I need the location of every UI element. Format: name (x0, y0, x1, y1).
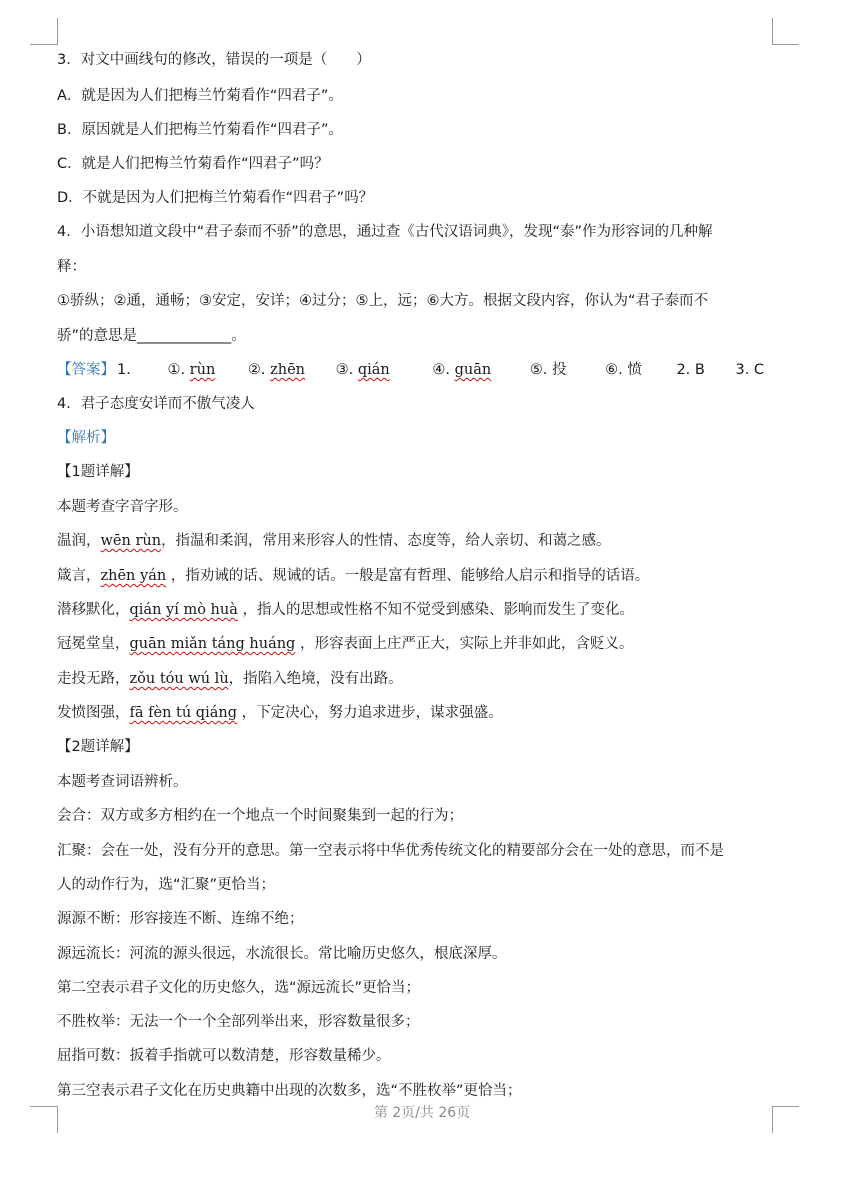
q3-option-c: C．就是人们把梅兰竹菊看作“四君子”吗？ (57, 156, 329, 172)
section-2-line-3: 汇聚：会在一处，没有分开的意思。第一空表示将中华优秀传统文化的精要部分会在一处的意思，而不是 (57, 843, 724, 859)
section-2-line-2: 会合：双方或多方相约在一个地点一个时间聚集到一起的行为； (57, 808, 463, 824)
section-2-line-8: 不胜枚举：无法一个一个全部列举出来，形容数量很多； (57, 1014, 420, 1030)
answer-item-3: ③. qián (335, 362, 390, 378)
answer-q4: 4．君子态度安详而不傲气凌人 (57, 396, 255, 412)
answer-intro: 1. (117, 362, 131, 378)
entry-zhenyan: 箴言，zhēn yán ，指劝诫的话、规诫的话。一般是富有哲理、能够给人启示和指导的话语。 (57, 568, 650, 584)
q3-option-b: B．原因就是人们把梅兰竹菊看作“四君子”。 (57, 122, 343, 138)
answer-item-1: ①. rùn (167, 362, 216, 378)
section-2-line-9: 屈指可数：扳着手指就可以数清楚，形容数量稀少。 (57, 1048, 391, 1064)
section-2-line-7: 第二空表示君子文化的历史悠久，选“源远流长”更恰当； (57, 980, 421, 996)
answer-label: 【答案】 (57, 362, 115, 378)
section-1-title: 【1题详解】 (57, 464, 139, 480)
entry-wenrun: 温润，wēn rùn，指温和柔润，常用来形容人的性情、态度等，给人亲切、和蔼之感。 (57, 533, 611, 549)
answer-line (57, 360, 804, 380)
answer-item-4: ④. guān (432, 362, 492, 378)
q3-option-a: A．就是因为人们把梅兰竹菊看作“四君子”。 (57, 88, 343, 104)
section-2-line-1: 本题考查词语辨析。 (57, 774, 188, 790)
q4-stem-line4: 骄”的意思是_____________。 (57, 328, 246, 344)
answer-q2: 2. B (676, 362, 705, 378)
entry-guanmiantanghuang: 冠冕堂皇，guān miǎn táng huáng ，形容表面上庄严正大，实际上并非如此，含贬义。 (57, 636, 634, 652)
q3-option-d: D．不就是因为人们把梅兰竹菊看作“四君子”吗？ (57, 190, 374, 206)
entry-zoutouwulu: 走投无路，zǒu tóu wú lù，指陷入绝境，没有出路。 (57, 671, 403, 687)
entry-fafentuqiang: 发愤图强，fā fèn tú qiáng ，下定决心，努力追求进步，谋求强盛。 (57, 705, 503, 721)
answer-item-2: ②. zhēn (247, 362, 306, 378)
analysis-label: 【解析】 (57, 430, 115, 446)
q4-stem-line1: 4．小语想知道文段中“君子泰而不骄”的意思，通过查《古代汉语词典》，发现“泰”作为形容词的几种解 (57, 224, 713, 240)
answer-q3: 3. C (735, 362, 765, 378)
answer-item-6: ⑥. 愤 (605, 362, 642, 378)
q4-stem-line2: 释： (57, 259, 86, 275)
section-2-line-10: 第三空表示君子文化在历史典籍中出现的次数多，选“不胜枚举”更恰当； (57, 1083, 522, 1099)
entry-qianyimohua: 潜移默化，qián yí mò huà ，指人的思想或性格不知不觉受到感染、影响而发生了变化。 (57, 602, 634, 618)
q3-stem: 3．对文中画线句的修改，错误的一项是（ ） (57, 52, 371, 68)
section-2-line-5: 源源不断：形容接连不断、连绵不绝； (57, 911, 304, 927)
page-footer: 第 2页/共 26页 (373, 1105, 471, 1121)
q4-stem-line3: ①骄纵；②通，通畅；③安定，安详；④过分；⑤上，远；⑥大方。根据文段内容，你认为“君子泰而不 (57, 293, 709, 309)
answer-item-5: ⑤. 投 (529, 362, 567, 378)
section-1-intro: 本题考查字音字形。 (57, 499, 188, 515)
section-2-title: 【2题详解】 (57, 739, 139, 755)
section-2-line-4: 人的动作行为，选“汇聚”更恰当； (57, 877, 276, 893)
section-2-line-6: 源远流长：河流的源头很远，水流很长。常比喻历史悠久，根底深厚。 (57, 946, 507, 962)
